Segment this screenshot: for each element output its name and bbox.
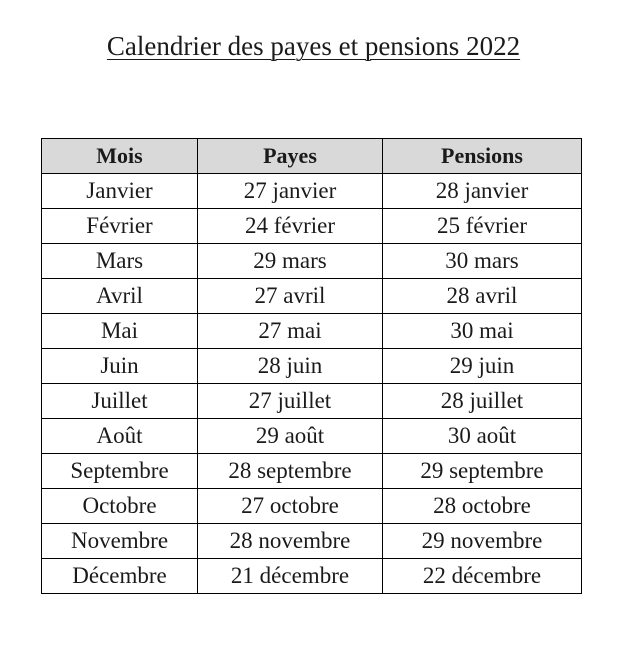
header-pensions: Pensions — [383, 139, 582, 174]
cell-payes: 28 septembre — [198, 454, 383, 489]
cell-mois: Septembre — [42, 454, 198, 489]
cell-mois: Janvier — [42, 174, 198, 209]
cell-mois: Novembre — [42, 524, 198, 559]
cell-mois: Mai — [42, 314, 198, 349]
header-mois: Mois — [42, 139, 198, 174]
cell-pensions: 22 décembre — [383, 559, 582, 594]
table-row — [42, 419, 582, 454]
cell-pensions: 29 novembre — [383, 524, 582, 559]
cell-mois: Avril — [42, 279, 198, 314]
table-row — [42, 384, 582, 419]
cell-payes: 29 mars — [198, 244, 383, 279]
cell-mois: Août — [42, 419, 198, 454]
cell-pensions: 28 octobre — [383, 489, 582, 524]
cell-mois: Juin — [42, 349, 198, 384]
table-header-row — [42, 139, 582, 174]
cell-payes: 24 février — [198, 209, 383, 244]
cell-pensions: 25 février — [383, 209, 582, 244]
cell-payes: 28 novembre — [198, 524, 383, 559]
cell-pensions: 30 mai — [383, 314, 582, 349]
schedule-table — [41, 138, 582, 594]
cell-payes: 28 juin — [198, 349, 383, 384]
table-row — [42, 559, 582, 594]
cell-payes: 27 juillet — [198, 384, 383, 419]
cell-payes: 27 avril — [198, 279, 383, 314]
table-row — [42, 279, 582, 314]
cell-mois: Octobre — [42, 489, 198, 524]
cell-mois: Juillet — [42, 384, 198, 419]
cell-payes: 27 octobre — [198, 489, 383, 524]
cell-payes: 21 décembre — [198, 559, 383, 594]
cell-pensions: 28 avril — [383, 279, 582, 314]
table-row — [42, 209, 582, 244]
cell-payes: 29 août — [198, 419, 383, 454]
table-row — [42, 244, 582, 279]
table-row — [42, 349, 582, 384]
cell-pensions: 30 mars — [383, 244, 582, 279]
cell-mois: Mars — [42, 244, 198, 279]
cell-mois: Février — [42, 209, 198, 244]
header-payes: Payes — [198, 139, 383, 174]
cell-pensions: 28 juillet — [383, 384, 582, 419]
cell-payes: 27 janvier — [198, 174, 383, 209]
cell-pensions: 28 janvier — [383, 174, 582, 209]
cell-pensions: 30 août — [383, 419, 582, 454]
cell-pensions: 29 septembre — [383, 454, 582, 489]
table-row — [42, 314, 582, 349]
document-title: Calendrier des payes et pensions 2022 — [106, 31, 521, 61]
table-row — [42, 489, 582, 524]
cell-payes: 27 mai — [198, 314, 383, 349]
table-row — [42, 524, 582, 559]
cell-pensions: 29 juin — [383, 349, 582, 384]
table-row — [42, 454, 582, 489]
table-row — [42, 174, 582, 209]
cell-mois: Décembre — [42, 559, 198, 594]
